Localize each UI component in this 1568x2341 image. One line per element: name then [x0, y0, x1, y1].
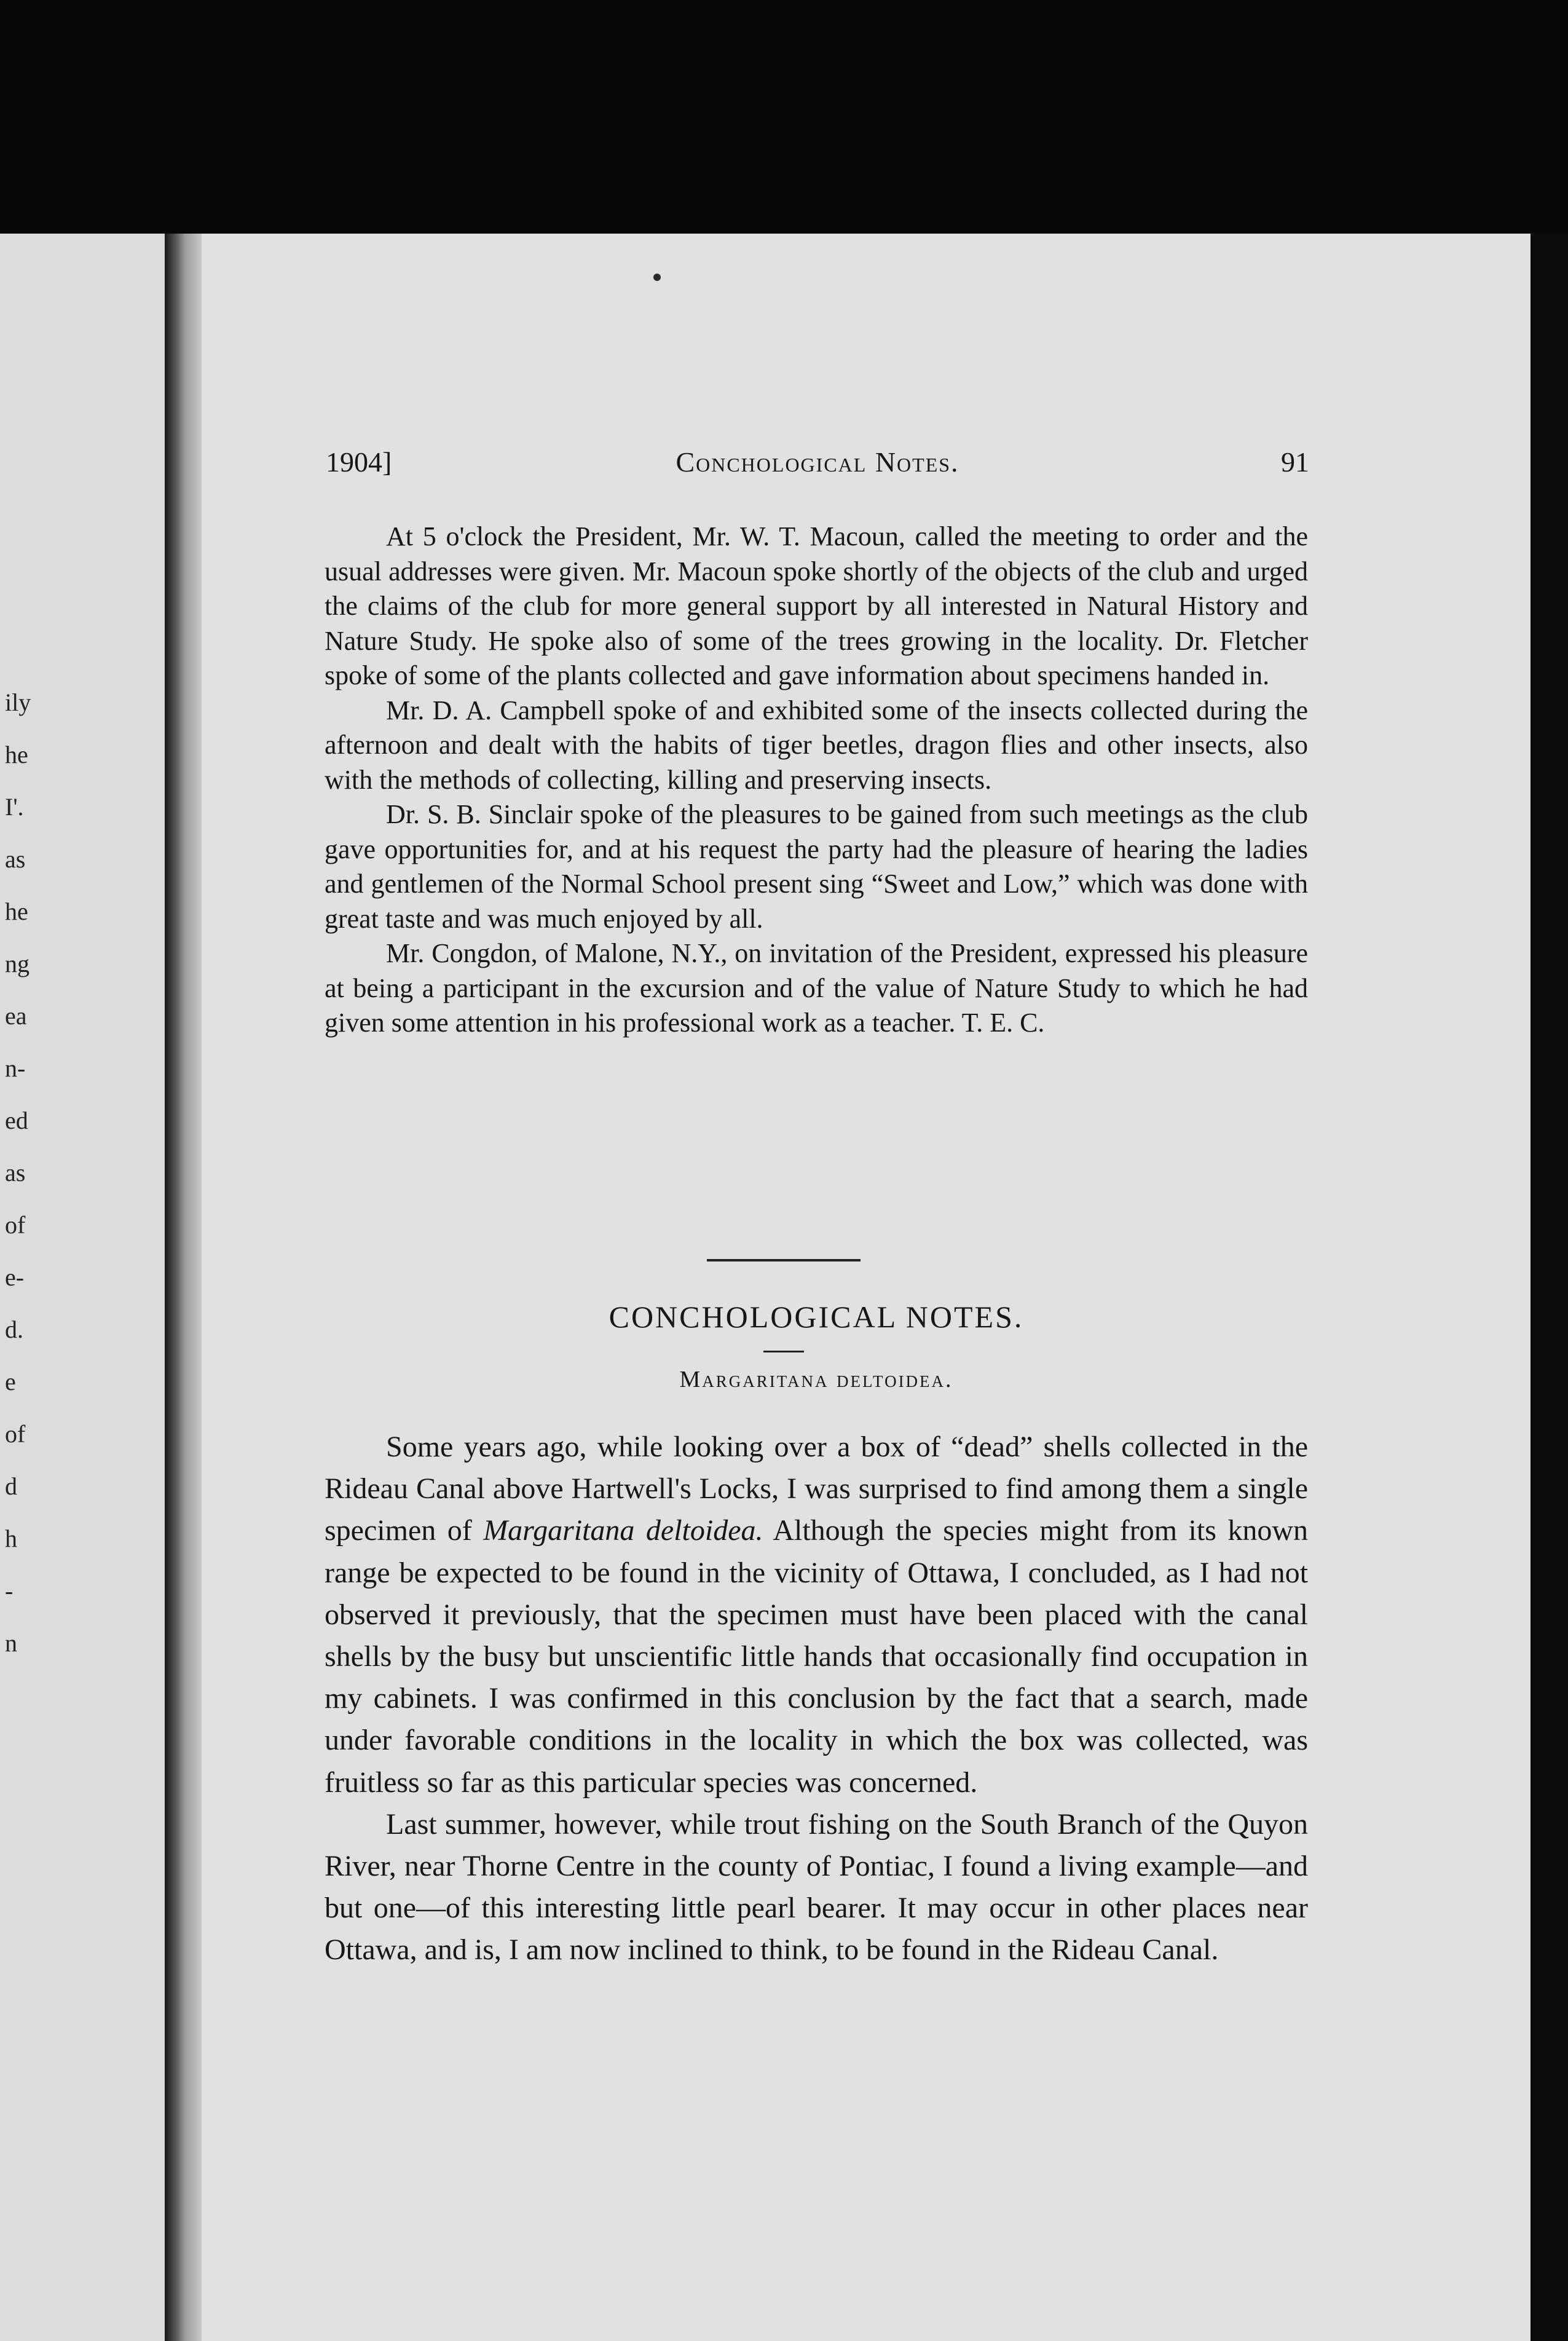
- margin-fragment: d.: [5, 1316, 23, 1343]
- scan-background-right: [1531, 234, 1568, 2341]
- margin-fragment: he: [5, 741, 28, 768]
- report-paragraph: Mr. Congdon, of Malone, N.Y., on invitation of the President, expressed his pleasure at being a participant in the excursion and of the value of Nature Study to which he had given some attention in his professional work as a teacher. T. E. C.: [325, 938, 1308, 1038]
- section-title: CONCHOLOGICAL NOTES.: [609, 1300, 1024, 1334]
- margin-fragment: ily: [5, 689, 31, 716]
- margin-fragment: -: [5, 1577, 14, 1605]
- article-paragraph: Last summer, however, while trout fishing on the South Branch of the Quyon River, near Thorne Centre in the county of Pontiac, I found a living example—and but one—of this interesting little pearl bearer. It may occur in other places near Ottawa, and is, I am now inclined to think, to be found in the Rideau Canal.: [325, 1807, 1308, 1967]
- margin-fragment: I'.: [5, 793, 24, 821]
- margin-fragment: ng: [5, 950, 30, 977]
- margin-fragment: e-: [5, 1263, 25, 1291]
- margin-fragment: n: [5, 1629, 17, 1657]
- margin-fragment: as: [5, 845, 26, 873]
- margin-fragment: h: [5, 1525, 17, 1552]
- book-gutter: [165, 234, 202, 2341]
- section-divider: [707, 1259, 861, 1261]
- margin-fragment: n-: [5, 1054, 26, 1082]
- facing-page-edge: [0, 234, 165, 2341]
- margin-fragment: ed: [5, 1107, 28, 1134]
- title-rule: [763, 1351, 804, 1352]
- margin-fragment: of: [5, 1211, 26, 1239]
- header-year: 1904]: [326, 446, 392, 478]
- margin-fragment: as: [5, 1159, 26, 1186]
- meeting-report: [325, 519, 1308, 1041]
- page-number: 91: [1281, 446, 1309, 478]
- report-paragraph: Mr. D. A. Campbell spoke of and exhibited some of the insects collected during the afternoon and dealt with the habits of tiger beetles, dragon flies and other insects, also with the methods of collecting, killing and preserving insects.: [325, 695, 1308, 795]
- margin-fragment: of: [5, 1420, 26, 1448]
- species-name: Margaritana deltoidea.: [483, 1514, 763, 1547]
- article-text: Although the species might from its known range be expected to be found in the vicinity of Ottawa, I concluded, as I had not observed it previously, that the specimen must have been placed with the canal shells by the busy but unscientific little hands that occasionally find occupation in my cabinets. I was confirmed in this conclusion by the fact that a search, made under favorable conditions in the locality in which the box was collected, was fruitless so far as this particular species was concerned.: [325, 1514, 1309, 1799]
- section-subtitle: Margaritana deltoidea.: [679, 1367, 953, 1392]
- report-paragraph: At 5 o'clock the President, Mr. W. T. Macoun, called the meeting to order and the usual addresses were given. Mr. Macoun spoke shortly of the objects of the club and urged the claims of the club for more general support by all interested in Natural History and Nature Study. He spoke also of some of the trees growing in the locality. Dr. Fletcher spoke of some of the plants collected and gave information about specimens handed in.: [325, 521, 1308, 690]
- article-text: Some years ago, while looking over a box of “dead” shells collected in the Rideau Canal above Hartwell's Locks, I was surprised to find among them a single specimen of: [325, 1431, 1308, 1547]
- scan-speck: [653, 274, 661, 281]
- report-paragraph: Dr. S. B. Sinclair spoke of the pleasures to be gained from such meetings as the club gave opportunities for, and at his request the party had the pleasure of hearing the ladies and gentlemen of the Normal School present sing “Sweet and Low,” which was done with great taste and was much enjoyed by all.: [325, 799, 1308, 934]
- facing-page-fragments: [5, 676, 42, 1669]
- running-head: [326, 446, 1309, 483]
- scan-background-top: [0, 0, 1568, 234]
- margin-fragment: e: [5, 1368, 16, 1396]
- header-title: Conchological Notes.: [676, 446, 959, 478]
- article-body: [325, 1426, 1308, 1972]
- article-paragraph: [325, 1426, 1308, 1804]
- margin-fragment: ea: [5, 1002, 27, 1030]
- margin-fragment: d: [5, 1472, 17, 1500]
- margin-fragment: he: [5, 898, 28, 925]
